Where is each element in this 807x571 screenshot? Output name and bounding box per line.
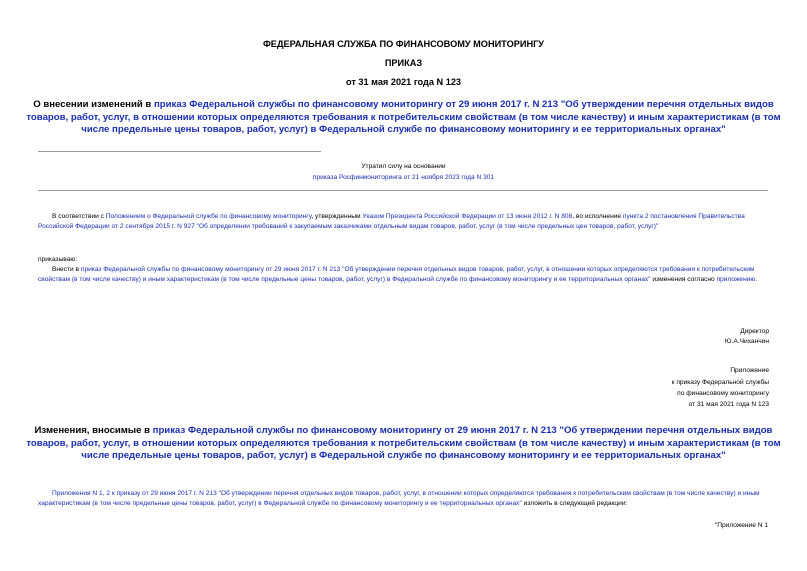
- changes-title-link-order-213[interactable]: приказ Федеральной службы по финансовому мониторингу от 29 июня 2017 г. N 213 "Об утверждении перечня отдельных видов товаров, работ, услуг, в отношении которых определяются требования к потребительским свойствам (в том числе качеству) и иным характеристикам (в том числе предельные цены товаров, работ, услуг) в Федеральной службе по финансовому мониторингу и ее территориальных органах": [26, 425, 781, 461]
- divider-long: [38, 190, 768, 191]
- changes-link-appendices[interactable]: Приложения N 1, 2 к приказу от 29 июня 2017 г. N 213 "Об утверждении перечня отдельных видов товаров, работ, услуг, в отношении которых определяются требования к потребительским свойствам (в том числе качеству) и иным характеристикам (в том числе предельные цены товаров, работ, услуг) в Федеральной службе по финансовому мониторингу и ее территориальных органах": [38, 490, 760, 507]
- status-link-order-301[interactable]: приказа Росфинмониторинга от 21 ноября 2023 года N 301: [312, 174, 495, 181]
- preamble-text-2: , утвержденным: [311, 213, 363, 220]
- quote-start: "Приложение N 1: [714, 522, 768, 529]
- doc-type: ПРИКАЗ: [384, 58, 423, 68]
- order-text-2: изменения согласно: [650, 275, 717, 283]
- order-text-3: .: [755, 275, 758, 283]
- signature-role: Директор: [740, 328, 769, 335]
- signature-name: Ю.А.Чиханчин: [724, 338, 769, 345]
- order-paragraph: [38, 265, 768, 285]
- changes-paragraph: [38, 489, 768, 509]
- preamble-text-3: , во исполнение: [572, 213, 623, 220]
- divider-short: [38, 151, 321, 152]
- order-word: приказываю:: [38, 256, 78, 263]
- status-link-wrap: [200, 173, 607, 183]
- appendix-ref-4: от 31 мая 2021 года N 123: [688, 401, 769, 408]
- order-text-1: Внести в: [52, 266, 81, 273]
- preamble-link-regulation[interactable]: Положением о Федеральной службе по финансовому мониторингу: [105, 213, 312, 220]
- doc-date-number: от 31 мая 2021 года N 123: [345, 77, 462, 87]
- appendix-ref-2: к приказу Федеральной службы: [671, 379, 769, 386]
- status-line: Утратил силу на основании: [361, 163, 446, 170]
- changes-title: [26, 425, 781, 463]
- changes-text-tail: изложить в следующей редакции:: [521, 499, 628, 507]
- title-link-order-213[interactable]: приказ Федеральной службы по финансовому мониторингу от 29 июня 2017 г. N 213 "Об утверждении перечня отдельных видов товаров, работ, услуг, в отношении которых определяются требования к потребительским свойствам (в том числе качеству) и иным характеристикам (в том числе предельные цены товаров, работ, услуг) в Федеральной службе по финансовому мониторингу и ее территориальных органах": [26, 99, 781, 135]
- order-link-order-213[interactable]: приказ Федеральной службы по финансовому мониторингу от 29 июня 2017 г. N 213 "Об утверждении перечня отдельных видов товаров, работ, услуг, в отношении которых определяются требования к потребительским свойствам (в том числе качеству) и иным характеристикам (в том числе предельные цены товаров, работ, услуг) в Федеральной службе по финансовому мониторингу и ее территориальных органах": [38, 266, 755, 283]
- preamble-link-resolution-927[interactable]: пункта 2 постановления Правительства Российской Федерации от 2 сентября 2015 г. N 927 "Об определении требований к закупаемым заказчиками отдельным видам товаров, работ, услуг (в том числе предельных цен товаров, работ, услуг)": [38, 213, 745, 230]
- doc-title: [26, 99, 781, 137]
- changes-title-prefix: Изменения, вносимые в: [34, 425, 153, 436]
- appendix-ref-3: по финансовому мониторингу: [677, 390, 769, 397]
- appendix-ref-1: Приложение: [730, 367, 769, 374]
- doc-title-prefix: О внесении изменений в: [33, 99, 154, 110]
- preamble-link-decree-808[interactable]: Указом Президента Российской Федерации от 13 июня 2012 г. N 808: [362, 213, 573, 220]
- order-link-appendix[interactable]: приложению: [716, 275, 756, 283]
- preamble-paragraph: [38, 212, 768, 232]
- preamble-text-1: В соответствии с: [52, 213, 106, 220]
- agency-name: ФЕДЕРАЛЬНАЯ СЛУЖБА ПО ФИНАНСОВОМУ МОНИТОРИНГУ: [262, 39, 545, 49]
